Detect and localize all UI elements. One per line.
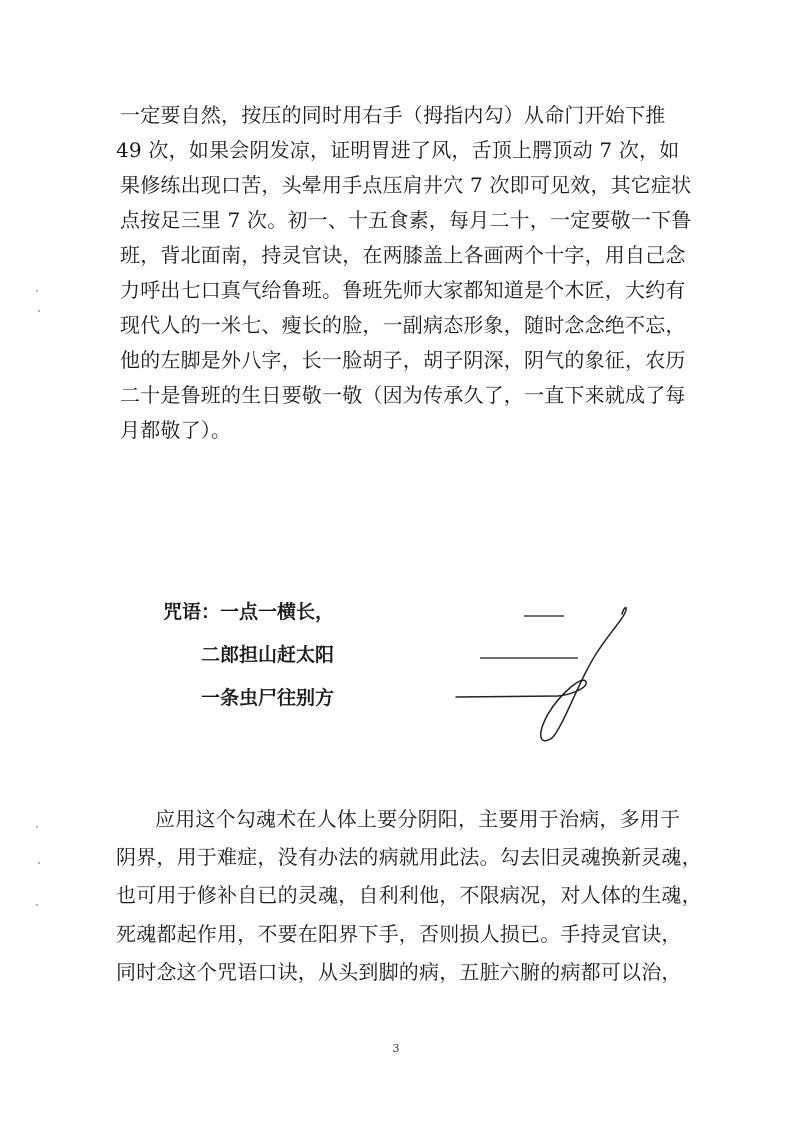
text-line: 力呼出七口真气给鲁班。鲁班先师大家都知道是个木匠，大约有 xyxy=(120,278,686,302)
mantra-line-2: 二郎担山赶太阳 xyxy=(201,644,335,666)
text-line: 班，背北面南，持灵官诀，在两膝盖上各画两个十字，用自己念 xyxy=(120,243,686,267)
text-line: 一定要自然，按压的同时用右手（拇指内勾）从命门开始下推 xyxy=(120,103,666,127)
page-number: 3 xyxy=(392,1042,400,1055)
text-line: 49 次，如果会阴发凉，证明胃进了风，舌顶上腭顶动 7 次，如 xyxy=(116,138,680,162)
text-line: 也可用于修补自已的灵魂，自利利他，不限病况，对人体的生魂， xyxy=(116,883,702,907)
text-line: 他的左脚是外八字，长一脸胡子，胡子阴深，阴气的象征，农历 xyxy=(120,348,686,372)
mantra-line-1: 咒语：一点一横长， xyxy=(163,601,335,623)
text-line: 死魂都起作用，不要在阳界下手，否则损人损已。手持灵官诀， xyxy=(116,922,682,946)
text-line: 阴界，用于难症，没有办法的病就用此法。勾去旧灵魂换新灵魂， xyxy=(116,845,702,869)
text-line: 同时念这个咒语口诀，从头到脚的病，五脏六腑的病都可以治， xyxy=(116,960,682,984)
scan-speck xyxy=(38,310,40,312)
scan-speck xyxy=(36,904,38,906)
talisman-stroke-curve xyxy=(456,608,626,741)
scan-speck xyxy=(38,862,40,864)
text-line: 点按足三里 7 次。初一、十五食素，每月二十，一定要敬一下鲁 xyxy=(120,208,692,232)
text-line: 二十是鲁班的生日要敬一敬（因为传承久了，一直下来就成了每 xyxy=(120,383,686,407)
text-line: 月都敬了）。 xyxy=(120,418,232,442)
text-line: 现代人的一米七、瘦长的脸，一副病态形象，随时念念绝不忘， xyxy=(120,313,686,337)
text-line: 果修练出现口苦，头晕用手点压肩井穴 7 次即可见效，其它症状 xyxy=(120,173,692,197)
text-line: 应用这个勾魂术在人体上要分阴阳，主要用于治病，多用于 xyxy=(155,807,681,831)
scan-speck xyxy=(36,290,38,292)
mantra-line-3: 一条虫尸往别方 xyxy=(201,687,335,709)
talisman-drawing xyxy=(440,596,640,756)
scan-speck xyxy=(36,826,38,828)
